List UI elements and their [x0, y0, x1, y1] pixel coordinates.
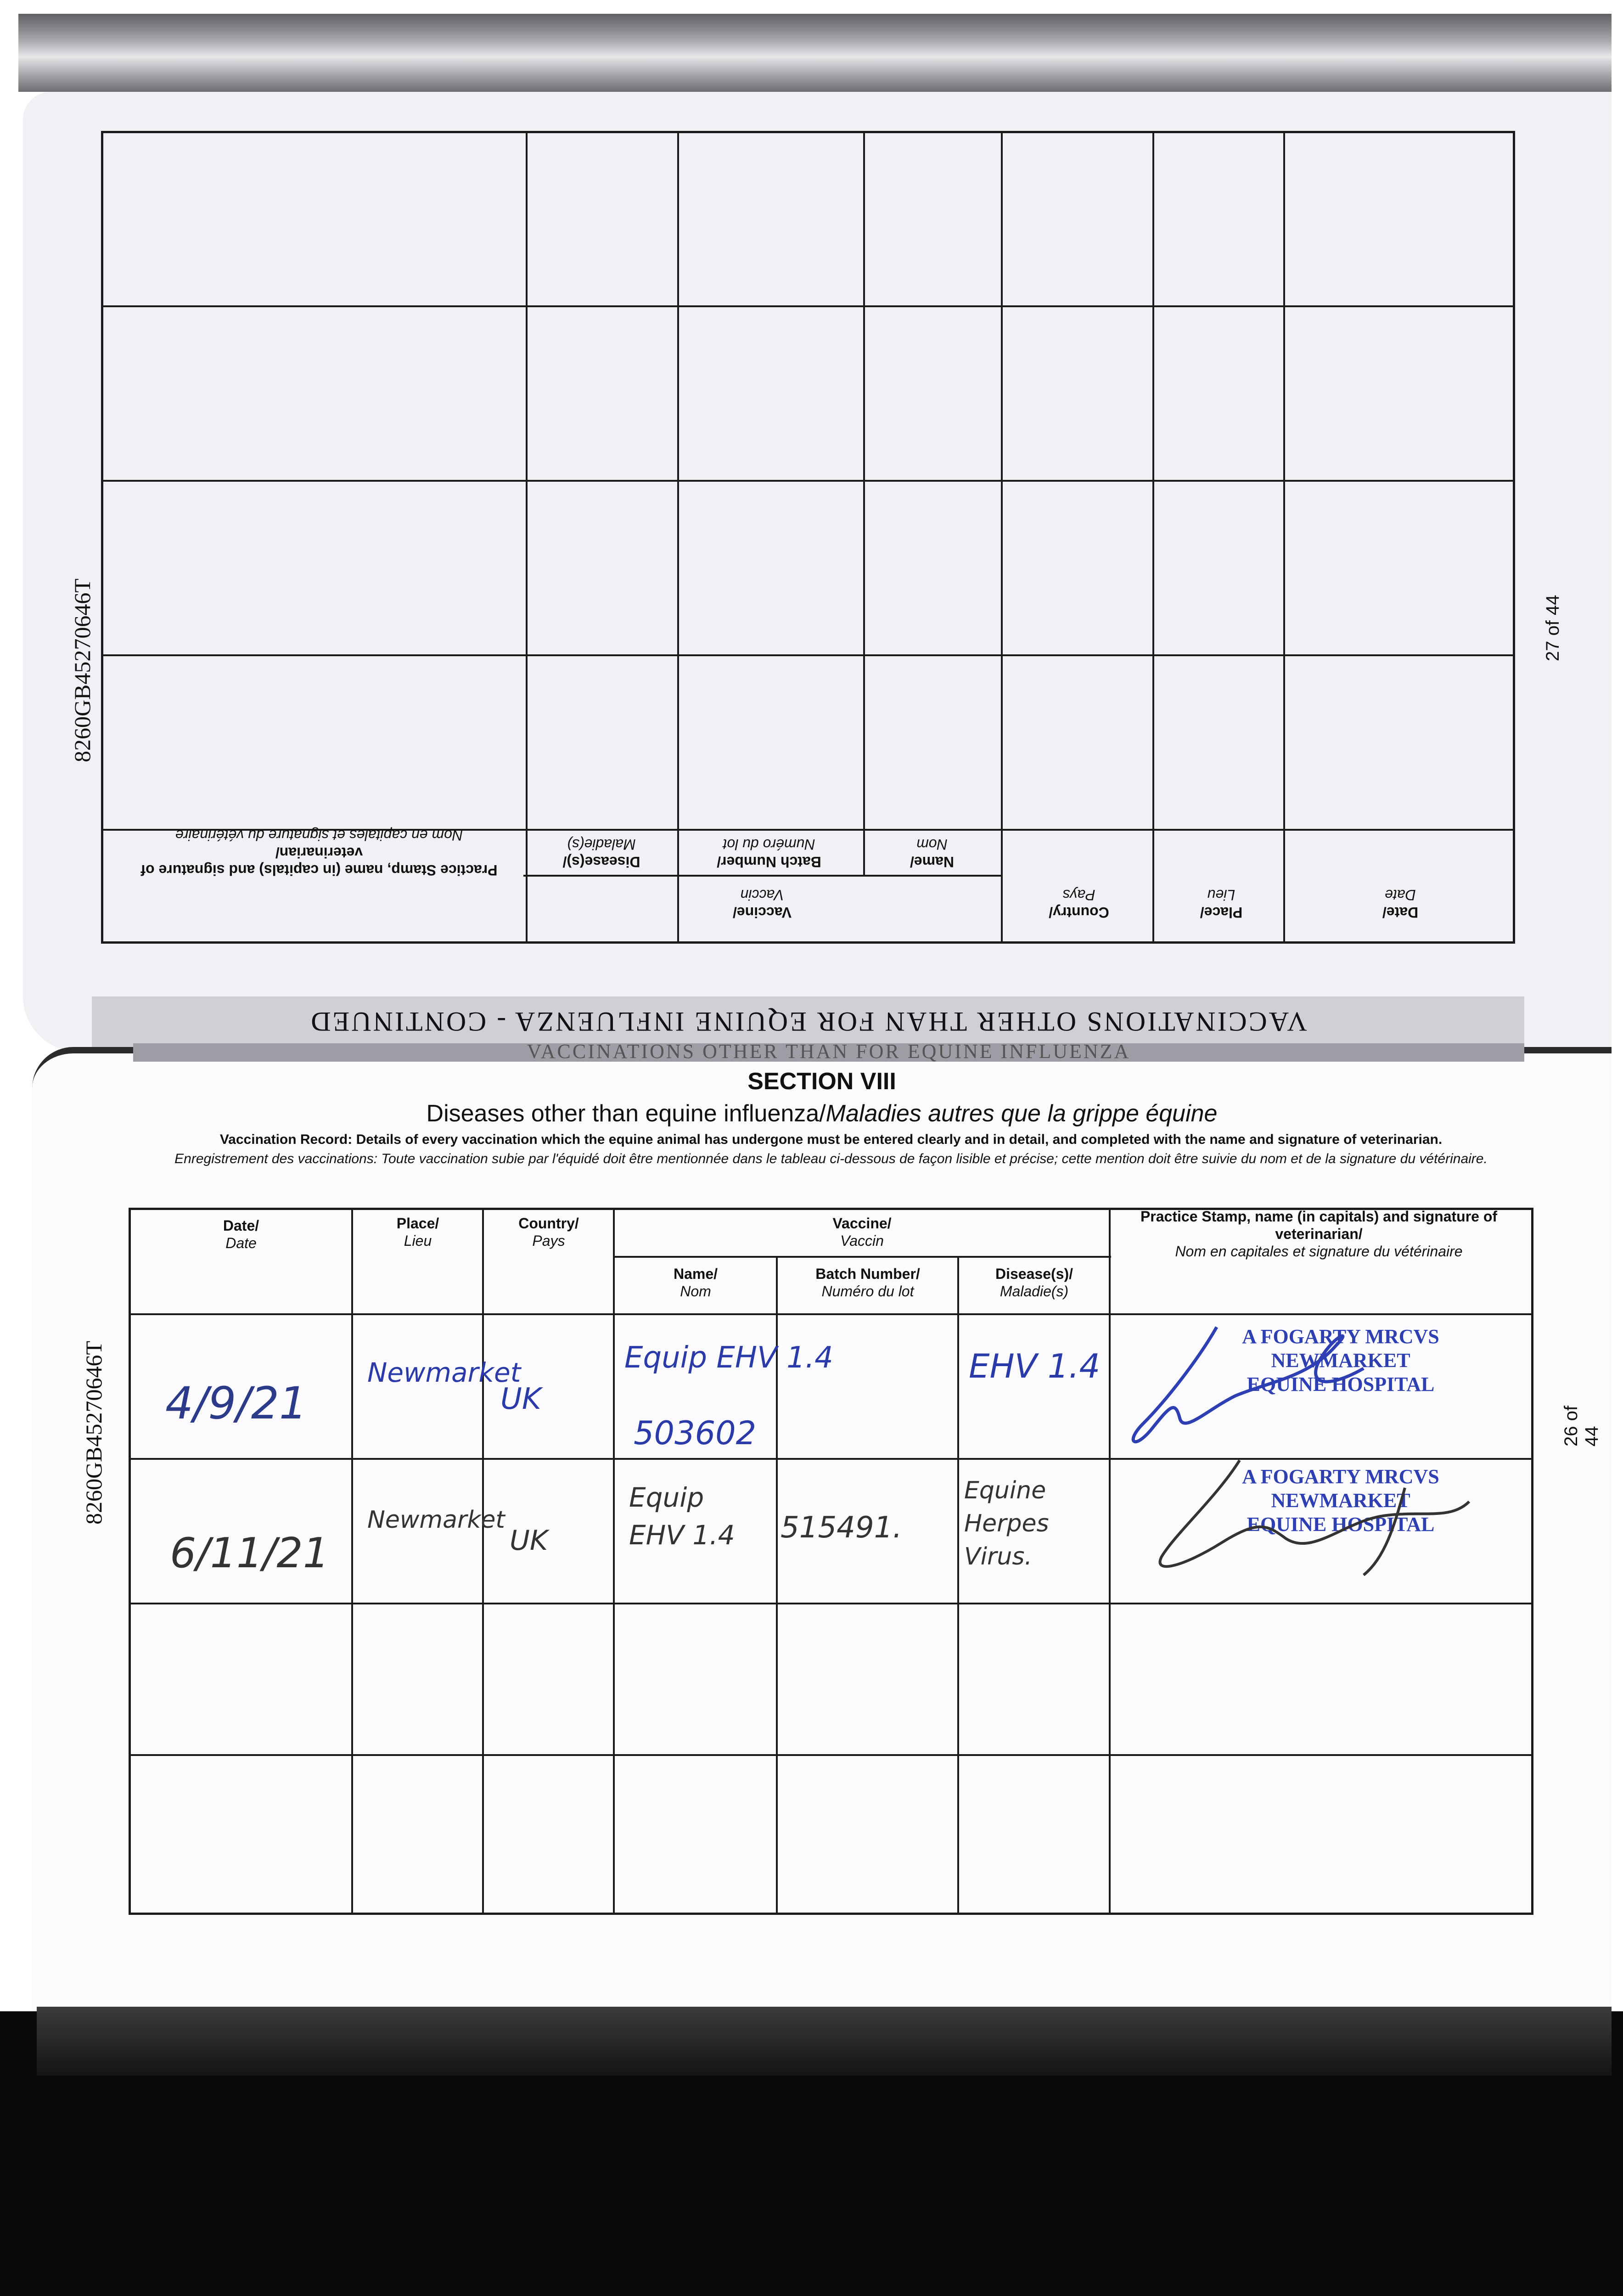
upper-header-vaccine: Vaccine/ Vaccin: [732, 887, 792, 921]
header-country: Country/ Pays: [518, 1215, 579, 1249]
row2-place: Newmarket: [367, 1506, 505, 1534]
upper-header-practice: Practice Stamp, name (in capitals) and signature of veterinarian/ Nom en capitales et signature du vétérinaire: [140, 827, 498, 878]
upper-header-place: Place/ Lieu: [1200, 887, 1243, 921]
row1-date: 4/9/21: [165, 1378, 307, 1429]
header-vaccine: Vaccine/ Vaccin: [832, 1215, 892, 1249]
upper-table: [101, 131, 1515, 944]
row1-stamp: A FOGARTY MRCVS NEWMARKET EQUINE HOSPITAL: [1242, 1325, 1439, 1396]
header-practice-stamp: Practice Stamp, name (in capitals) and signature of veterinarian/ Nom en capitales et signature du vétérinaire: [1140, 1208, 1498, 1260]
header-batch: Batch Number/ Numéro du lot: [815, 1266, 920, 1300]
row2-stamp: A FOGARTY MRCVS NEWMARKET EQUINE HOSPITAL: [1242, 1465, 1439, 1536]
vaccination-record-en: Vaccination Record: Details of every vaccination which the equine animal has undergone must be entered clearly and in detail, and completed with the name and signature of veterinarian.: [219, 1132, 1443, 1147]
section-title: SECTION VIII: [747, 1068, 896, 1095]
page-number-upper: 27 of 44: [1543, 595, 1563, 661]
page-number-lower: 26 of 44: [1561, 1406, 1602, 1446]
row1-place: Newmarket: [367, 1357, 521, 1388]
serial-number-lower: 8260GB45270646T: [81, 1341, 107, 1525]
book-edge: [37, 2007, 1612, 2076]
row1-batch: 503602: [634, 1414, 757, 1452]
row1-signature: [1116, 1318, 1373, 1456]
row1-disease: EHV 1.4: [969, 1347, 1101, 1385]
row2-disease: Equine Herpes Virus.: [964, 1477, 1049, 1570]
header-name: Name/ Nom: [673, 1266, 718, 1300]
upper-header-name: Name/ Nom: [910, 836, 955, 870]
header-place: Place/ Lieu: [396, 1215, 439, 1249]
upper-header-date: Date/ Date: [1382, 887, 1419, 921]
upper-band-title: VACCINATIONS OTHER THAN FOR EQUINE INFLUENZA - CONTINUED: [309, 1007, 1307, 1037]
header-date: Date/ Date: [223, 1217, 259, 1251]
row2-signature: [1148, 1451, 1478, 1589]
row2-date: 6/11/21: [170, 1529, 329, 1577]
row2-batch: 515491.: [781, 1511, 902, 1545]
serial-number-upper: 8260GB45270646T: [69, 579, 95, 762]
upper-header-batch: Batch Number/ Numéro du lot: [717, 836, 821, 870]
row2-name: Equip EHV 1.4: [629, 1482, 735, 1551]
row1-country: UK: [500, 1382, 541, 1416]
upper-header-country: Country/ Pays: [1049, 887, 1109, 921]
lower-band-title: VACCINATIONS OTHER THAN FOR EQUINE INFLUENZA: [527, 1040, 1131, 1063]
row1-name: Equip EHV 1.4: [624, 1341, 833, 1375]
section-subtitle: Diseases other than equine influenza/Maladies autres que la grippe équine: [426, 1100, 1218, 1127]
vaccination-record-fr: Enregistrement des vaccinations: Toute vaccination subie par l'équidé doit être mentionnée dans le tableau ci-dessous de façon lisible et précise; cette mention doit être suivie du nom et de la signature du vétérinaire.: [174, 1151, 1488, 1166]
header-disease: Disease(s)/ Maladie(s): [995, 1266, 1073, 1300]
upper-header-disease: Disease(s)/ Maladie(s): [562, 836, 640, 870]
row2-country: UK: [510, 1525, 548, 1557]
scanner-edge: [18, 14, 1612, 92]
